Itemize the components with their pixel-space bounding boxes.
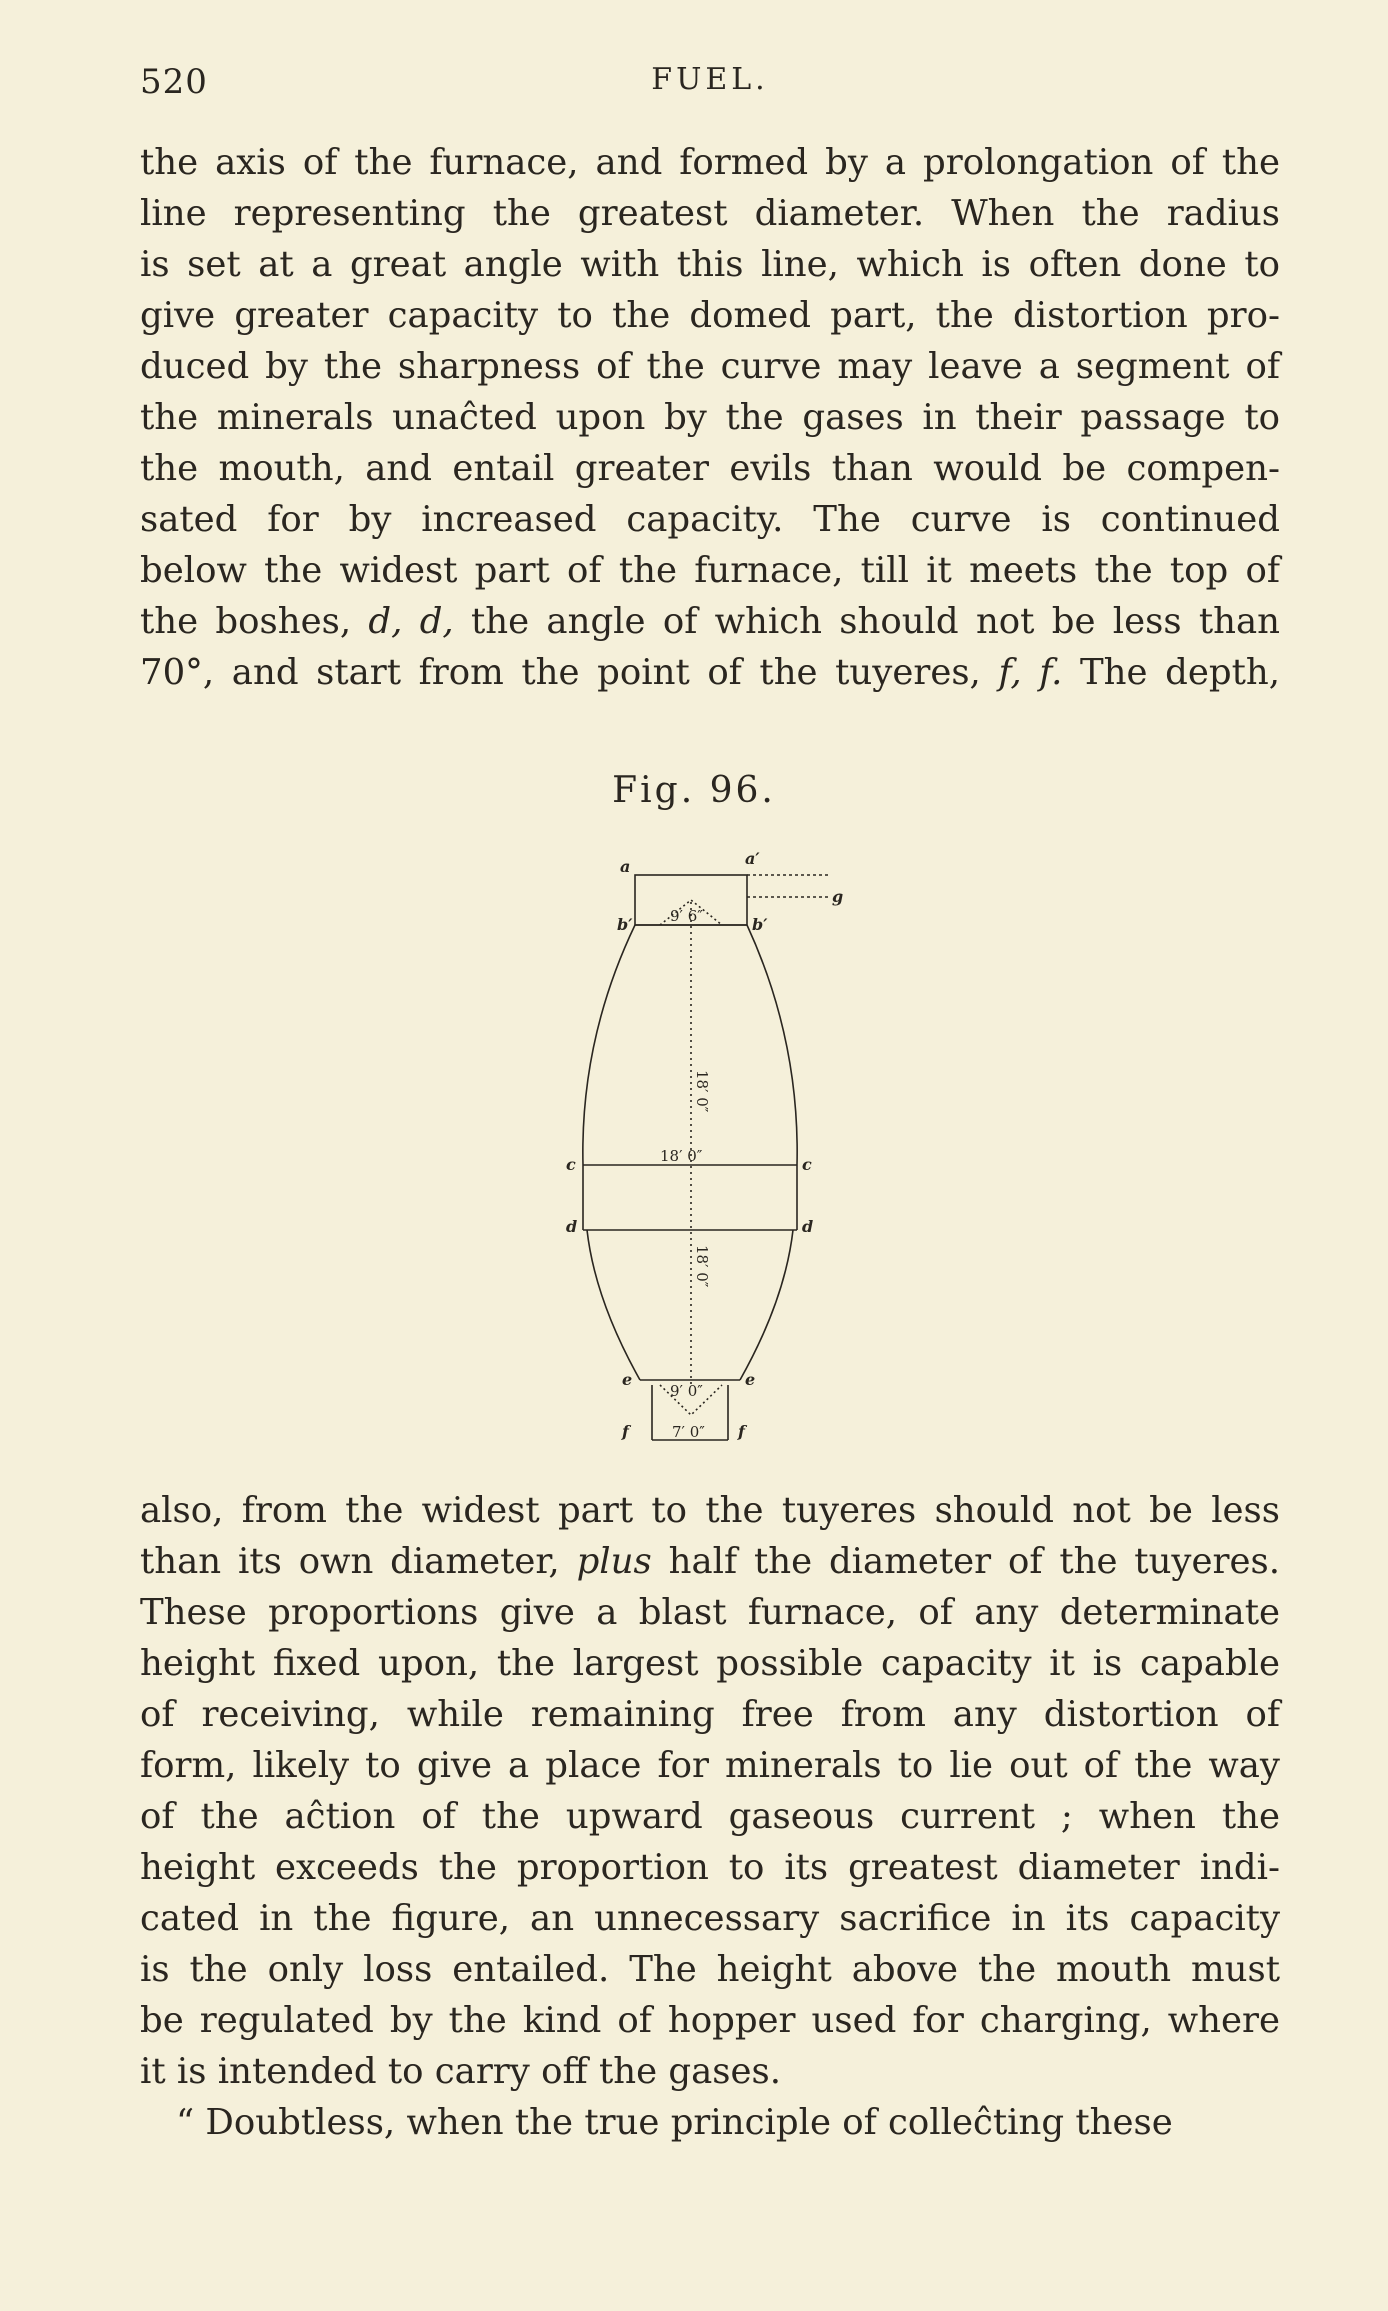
label-d-right: d [802,1217,814,1236]
paragraph-top [140,137,1280,698]
text-line: of receiving, while remaining free from any distortion of [140,1694,1280,1735]
label-a: a [620,857,631,876]
furnace-diagram [540,840,880,1480]
text-line: height fixed upon, the largest possible capacity it is capable [140,1643,1280,1684]
text-line: than its own diameter, plus half the diameter of the tuyeres. [140,1541,1280,1582]
dim-bosh-bottom: 9′ 0″ [670,1382,703,1400]
label-f-right: f [738,1422,745,1441]
text-line: below the widest part of the furnace, till it meets the top of [140,550,1280,591]
label-e-left: e [622,1370,633,1389]
running-title: FUEL. [651,62,769,97]
label-c-right: c [802,1155,812,1174]
text-line: of the aĉtion of the upward gaseous current ; when the [140,1796,1280,1837]
label-b-prime: b′ [752,915,768,934]
text-line: height exceeds the proportion to its greatest diameter indi- [140,1847,1280,1888]
label-a-prime: a′ [745,849,760,868]
text-line: the minerals unaĉted upon by the gases in their passage to [140,397,1280,438]
text-line: it is intended to carry off the gases. [140,2051,782,2092]
left-upper-curve [583,925,635,1165]
label-f-left: f [622,1422,629,1441]
text-line: duced by the sharpness of the curve may leave a segment of [140,346,1280,387]
text-line: the boshes, d, d, the angle of which should not be less than [140,601,1280,642]
page-header [140,62,1280,112]
text-line: the mouth, and entail greater evils than would be compen- [140,448,1280,489]
text-line: the axis of the furnace, and formed by a prolongation of the [140,142,1280,183]
label-d-left: d [566,1217,578,1236]
dim-upper-height: 18′ 0″ [693,1070,711,1113]
text-line: sated for by increased capacity. The curve is continued [140,499,1280,540]
right-bosh [740,1230,793,1380]
text-line: also, from the widest part to the tuyeres should not be less [140,1490,1280,1531]
figure-caption: Fig. 96. [612,770,776,811]
text-line: give greater capacity to the domed part, the distortion pro- [140,295,1280,336]
dim-widest: 18′ 0″ [660,1147,703,1165]
text-line: be regulated by the kind of hopper used for charging, where [140,2000,1280,2041]
left-bosh [587,1230,640,1380]
label-e-right: e [745,1370,756,1389]
label-b: b′ [617,915,633,934]
text-line: 70°, and start from the point of the tuyeres, f, f. The depth, [140,652,1280,693]
text-line: “ Doubtless, when the true principle of colleĉting these [176,2102,1173,2143]
text-line: line representing the greatest diameter. When the radius [140,193,1280,234]
text-line: cated in the figure, an unnecessary sacrifice in its capacity [140,1898,1280,1939]
dim-hearth: 7′ 0″ [672,1423,705,1441]
paragraph-bottom [140,1485,1280,2148]
right-upper-curve [747,925,797,1165]
dim-lower-height: 18′ 0″ [693,1245,711,1288]
dim-top-width: 9′ 6″ [670,907,703,925]
page-number: 520 [140,62,208,102]
text-line: is the only loss entailed. The height above the mouth must [140,1949,1280,1990]
text-line: form, likely to give a place for minerals to lie out of the way [140,1745,1280,1786]
text-line: is set at a great angle with this line, which is often done to [140,244,1280,285]
text-line: These proportions give a blast furnace, of any determinate [140,1592,1280,1633]
label-c-left: c [566,1155,576,1174]
label-g: g [832,887,844,906]
